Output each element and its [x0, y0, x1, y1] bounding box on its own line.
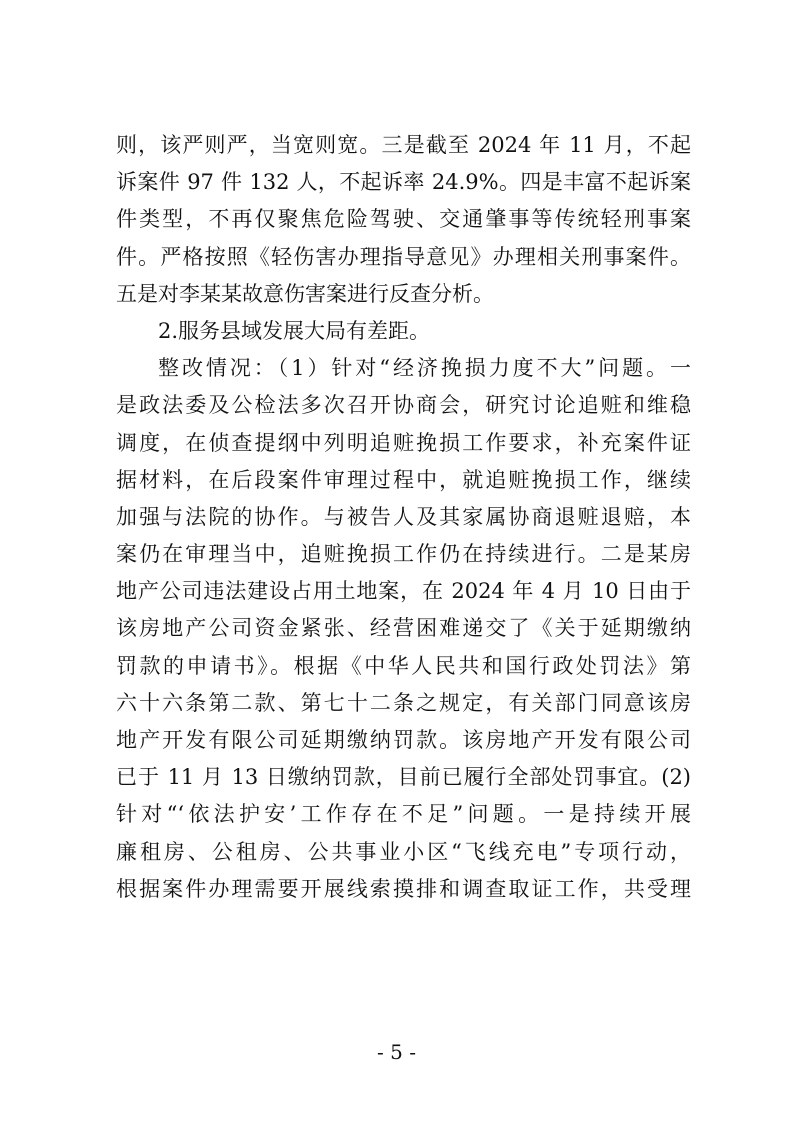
text-line-17: 地产开发有限公司延期缴纳罚款。该房地产开发有限公司 — [116, 728, 691, 752]
text-line-7: 整改情况：（1）针对“经济挽损力度不大”问题。一 — [158, 356, 691, 381]
text-line-9: 调度，在侦查提纲中列明追赃挽损工作要求，补充案件证 — [116, 430, 691, 455]
text-line-20: 廉租房、公租房、公共事业小区“飞线充电”专项行动， — [116, 839, 691, 864]
text-line-13: 地产公司违法建设占用土地案，在 2024 年 4 月 10 日由于 — [116, 579, 691, 604]
text-line-19: 针对“‘依法护安’工作存在不足”问题。一是持续开展 — [116, 802, 691, 827]
text-line-1: 则，该严则严，当宽则宽。三是截至 2024 年 11 月，不起 — [116, 133, 691, 157]
text-line-15: 罚款的申请书》。根据《中华人民共和国行政处罚法》第 — [116, 653, 691, 678]
text-line-10: 据材料，在后段案件审理过程中，就追赃挽损工作，继续 — [116, 467, 691, 492]
text-line-8: 是政法委及公检法多次召开协商会，研究讨论追赃和维稳 — [116, 393, 691, 418]
text-line-4: 件。严格按照《轻伤害办理指导意见》办理相关刑事案件。 — [116, 244, 691, 269]
text-line-16: 六十六条第二款、第七十二条之规定，有关部门同意该房 — [116, 690, 691, 715]
text-line-14: 该房地产公司资金紧张、经营困难递交了《关于延期缴纳 — [116, 616, 691, 641]
page-number: - 5 - — [377, 1040, 416, 1064]
text-line-21: 根据案件办理需要开展线索摸排和调查取证工作，共受理 — [116, 876, 691, 901]
text-line-3: 件类型，不再仅聚焦危险驾驶、交通肇事等传统轻刑事案 — [116, 207, 691, 232]
body-text — [116, 127, 691, 908]
section-heading: 2.服务县域发展大局有差距。 — [158, 318, 431, 343]
text-line-5: 五是对李某某故意伤害案进行反查分析。 — [116, 281, 494, 306]
text-line-11: 加强与法院的协作。与被告人及其家属协商退赃退赔，本 — [116, 504, 691, 529]
text-line-2: 诉案件 97 件 132 人，不起诉率 24.9%。四是丰富不起诉案 — [116, 170, 691, 195]
text-line-12: 案仍在审理当中，追赃挽损工作仍在持续进行。二是某房 — [116, 542, 691, 567]
text-line-18: 已于 11 月 13 日缴纳罚款，目前已履行全部处罚事宜。(2) — [116, 765, 691, 790]
